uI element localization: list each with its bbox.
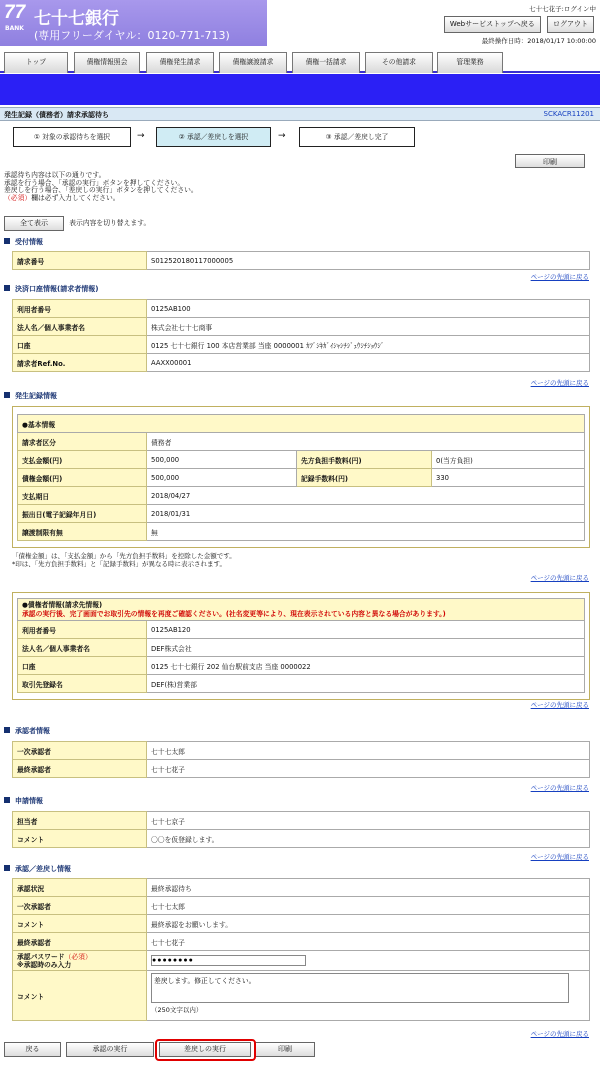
- row-value: AAXX00001: [147, 354, 590, 372]
- toggle-label: 表示内容を切り替えます。: [69, 219, 151, 227]
- receipt-number: S012520180117000005: [147, 252, 590, 270]
- required-mark: （必須）: [64, 952, 92, 961]
- bank-name: 七十七銀行: [34, 9, 119, 29]
- row-label: コメント: [13, 971, 147, 1021]
- row-value: 0(当方負担): [432, 451, 585, 469]
- row-label: 請求者Ref.No.: [13, 354, 147, 372]
- table-row: [13, 354, 590, 372]
- web-service-top-button[interactable]: Webサービストップへ戻る: [444, 16, 541, 33]
- table-row: [13, 252, 590, 270]
- back-to-top-link[interactable]: ページの先頭に戻る: [530, 574, 589, 582]
- password-sub-label: ※承認時のみ入力: [17, 960, 72, 969]
- instruction-line: 承認を行う場合、「承認の実行」ボタンを押してください。: [4, 178, 185, 187]
- section-title: 発生記録情報: [15, 392, 57, 400]
- row-label: 最終承認者: [13, 933, 147, 951]
- back-to-top-link[interactable]: ページの先頭に戻る: [530, 379, 589, 387]
- password-cell: [147, 951, 590, 971]
- row-value: 0125AB100: [147, 300, 590, 318]
- row-value: 2018/04/27: [147, 487, 585, 505]
- reject-button-highlight: [155, 1039, 256, 1061]
- row-value: 500,000: [147, 469, 297, 487]
- row-value: 七十七花子: [147, 760, 590, 778]
- instruction-line: 承認待ち内容は以下の通りです。: [4, 171, 106, 179]
- table-row: [13, 951, 590, 971]
- table-row: [18, 505, 585, 523]
- tab-admin[interactable]: 管理業務: [437, 52, 503, 73]
- back-button[interactable]: 戻る: [4, 1042, 61, 1057]
- row-value: 0125 七十七銀行 100 本店営業部 当座 0000001 ｶﾌﾞｼｷｶﾞｲｼｬｼﾁｼﾞｭｳｼﾁｼｮｳｼﾞ: [147, 336, 590, 354]
- page-title-bar: [0, 107, 600, 121]
- table-row: [18, 487, 585, 505]
- page-title: 発生記録（債務者）請求承認待ち: [4, 111, 109, 119]
- application-table: [12, 811, 590, 848]
- receipt-label: 請求番号: [13, 252, 147, 270]
- header: [0, 0, 600, 46]
- section-marker: [4, 392, 10, 398]
- row-label: 支払期日: [18, 487, 147, 505]
- row-label: 法人名／個人事業者名: [13, 318, 147, 336]
- row-label: 先方負担手数料(円): [297, 451, 432, 469]
- screen-code: SCKACR11201: [543, 110, 594, 118]
- print-button-bottom[interactable]: 印刷: [255, 1042, 315, 1057]
- row-value: 最終承認待ち: [147, 879, 590, 897]
- approve-button[interactable]: 承認の実行: [66, 1042, 154, 1057]
- basic-info-title: ●基本情報: [18, 415, 585, 433]
- table-row: [18, 621, 585, 639]
- logo-77: 77: [4, 2, 26, 23]
- row-label: 支払金額(円): [18, 451, 147, 469]
- row-label: 法人名／個人事業者名: [18, 639, 147, 657]
- table-row: [18, 599, 585, 621]
- last-operation-time: 最終操作日時：2018/01/17 10:00:00: [481, 37, 596, 45]
- free-dial: (専用フリーダイヤル：0120-771-713): [34, 29, 230, 42]
- section-settlement: [4, 284, 98, 294]
- basic-info-table: [17, 414, 585, 541]
- step-arrow-2: →: [278, 131, 286, 141]
- receipt-table: [12, 251, 590, 270]
- row-value: 七十七太郎: [147, 897, 590, 915]
- section-title: 受付情報: [15, 238, 43, 246]
- table-row: [13, 933, 590, 951]
- row-value: 債務者: [147, 433, 585, 451]
- row-label: コメント: [13, 830, 147, 848]
- instructions: [4, 172, 198, 202]
- table-row: [13, 830, 590, 848]
- section-marker: [4, 797, 10, 803]
- instruction-line: 差戻しを行う場合、「差戻しの実行」ボタンを押してください。: [4, 186, 198, 195]
- table-row: [13, 897, 590, 915]
- row-label: 譲渡制限有無: [18, 523, 147, 541]
- settlement-table: [12, 299, 590, 372]
- row-label: 利用者番号: [18, 621, 147, 639]
- back-to-top-link[interactable]: ページの先頭に戻る: [530, 701, 589, 709]
- section-issue: [4, 391, 57, 401]
- table-row: [18, 639, 585, 657]
- table-row: [18, 415, 585, 433]
- comment-cell: [147, 971, 590, 1021]
- row-label: コメント: [13, 915, 147, 933]
- table-row: [13, 742, 590, 760]
- step-3: ③ 承認／差戻し完了: [299, 127, 415, 147]
- section-receipt: [4, 237, 43, 247]
- tab-claim-transfer[interactable]: 債権譲渡請求: [219, 52, 287, 73]
- row-value: 500,000: [147, 451, 297, 469]
- creditor-header: [18, 599, 585, 621]
- back-to-top-link[interactable]: ページの先頭に戻る: [530, 273, 589, 281]
- table-row: [18, 469, 585, 487]
- row-value: 株式会社七十七商事: [147, 318, 590, 336]
- section-approval: [4, 864, 71, 874]
- creditor-warning: 承認の実行後、完了画面でお取引先の情報を再度ご確認ください。(社名変更等により、現在表示されている内容と異なる場合があります。): [22, 609, 446, 618]
- section-marker: [4, 285, 10, 291]
- step-1: ① 対象の承認待ちを選択: [13, 127, 131, 147]
- tab-claim-issue[interactable]: 債権発生請求: [146, 52, 214, 73]
- row-label: 記録手数料(円): [297, 469, 432, 487]
- table-row: [13, 915, 590, 933]
- tab-claim-batch[interactable]: 債権一括請求: [292, 52, 360, 73]
- section-title: 承認者情報: [15, 727, 50, 735]
- approver-table: [12, 741, 590, 778]
- table-row: [18, 657, 585, 675]
- row-label: 一次承認者: [13, 897, 147, 915]
- row-label: 口座: [18, 657, 147, 675]
- display-toggle: [4, 216, 150, 231]
- step-2: ② 承認／差戻しを選択: [156, 127, 271, 147]
- row-label: 承認状況: [13, 879, 147, 897]
- step-arrow-1: →: [137, 131, 145, 141]
- table-row: [13, 300, 590, 318]
- row-value: 七十七太郎: [147, 742, 590, 760]
- section-title: 承認／差戻し情報: [15, 865, 71, 873]
- reject-button[interactable]: 差戻しの実行: [159, 1042, 251, 1057]
- tab-other-requests[interactable]: その他請求: [365, 52, 433, 73]
- row-label: 振出日(電子記録年月日): [18, 505, 147, 523]
- section-title: 申請情報: [15, 797, 43, 805]
- main-nav: [0, 50, 600, 73]
- table-row: [18, 675, 585, 693]
- table-row: [13, 760, 590, 778]
- row-value: DEF株式会社: [147, 639, 585, 657]
- table-row: [13, 318, 590, 336]
- logout-button[interactable]: ログアウト: [547, 16, 594, 33]
- tab-claim-inquiry[interactable]: 債権情報照会: [74, 52, 140, 73]
- row-value: 七十七花子: [147, 933, 590, 951]
- logo-bank: BANK: [5, 25, 24, 32]
- comment-limit: （250文字以内）: [151, 1006, 203, 1014]
- comment-textarea[interactable]: [151, 973, 569, 1003]
- row-value: DEF(株)営業部: [147, 675, 585, 693]
- section-marker: [4, 727, 10, 733]
- table-row: [13, 812, 590, 830]
- show-all-button[interactable]: 全て表示: [4, 216, 64, 231]
- row-value: 最終承認をお願いします。: [147, 915, 590, 933]
- user-status: 七十七花子:ログイン中: [529, 5, 596, 13]
- section-marker: [4, 238, 10, 244]
- row-value: 七十七京子: [147, 812, 590, 830]
- section-application: [4, 796, 43, 806]
- row-label: 利用者番号: [13, 300, 147, 318]
- bank-logo: [0, 0, 267, 46]
- table-row: [18, 433, 585, 451]
- basic-notes: [12, 553, 236, 568]
- instruction-line: [4, 195, 198, 203]
- table-row: [13, 971, 590, 1021]
- approval-password-input[interactable]: [151, 955, 306, 966]
- section-title: 決済口座情報(請求者情報): [15, 285, 99, 293]
- print-button-top[interactable]: 印刷: [515, 154, 585, 168]
- header-buttons: [440, 16, 594, 33]
- row-value: 2018/01/31: [147, 505, 585, 523]
- table-row: [18, 523, 585, 541]
- row-label: 取引先登録名: [18, 675, 147, 693]
- row-label: 一次承認者: [13, 742, 147, 760]
- back-to-top-link[interactable]: ページの先頭に戻る: [530, 784, 589, 792]
- section-marker: [4, 865, 10, 871]
- table-row: [13, 879, 590, 897]
- approval-table: [12, 878, 590, 1021]
- password-label: 承認パスワード: [17, 952, 65, 961]
- tab-top[interactable]: トップ: [4, 52, 68, 73]
- note-line: *印は、「先方負担手数料」と「記録手数料」が異なる時に表示されます。: [12, 559, 226, 568]
- creditor-table: [17, 598, 585, 693]
- row-label: 口座: [13, 336, 147, 354]
- note-line: 「債権金額」は、「支払金額」から「先方負担手数料」を控除した金額です。: [12, 552, 236, 560]
- section-approver: [4, 726, 50, 736]
- blue-band: [0, 74, 600, 105]
- row-label: 担当者: [13, 812, 147, 830]
- table-row: [18, 451, 585, 469]
- row-value: 〇〇を仮登録します。: [147, 830, 590, 848]
- row-value: 0125AB120: [147, 621, 585, 639]
- password-label-cell: [13, 951, 147, 971]
- creditor-title: ●債権者情報(請求先情報): [22, 600, 103, 609]
- row-value: 無: [147, 523, 585, 541]
- row-value: 330: [432, 469, 585, 487]
- row-label: 最終承認者: [13, 760, 147, 778]
- back-to-top-link[interactable]: ページの先頭に戻る: [530, 1030, 589, 1038]
- row-label: 請求者区分: [18, 433, 147, 451]
- row-label: 債権金額(円): [18, 469, 147, 487]
- back-to-top-link[interactable]: ページの先頭に戻る: [530, 853, 589, 861]
- table-row: [13, 336, 590, 354]
- row-value: 0125 七十七銀行 202 仙台駅前支店 当座 0000022: [147, 657, 585, 675]
- required-mark: （必須）: [4, 193, 32, 202]
- required-note: 欄は必ず入力してください。: [31, 193, 120, 202]
